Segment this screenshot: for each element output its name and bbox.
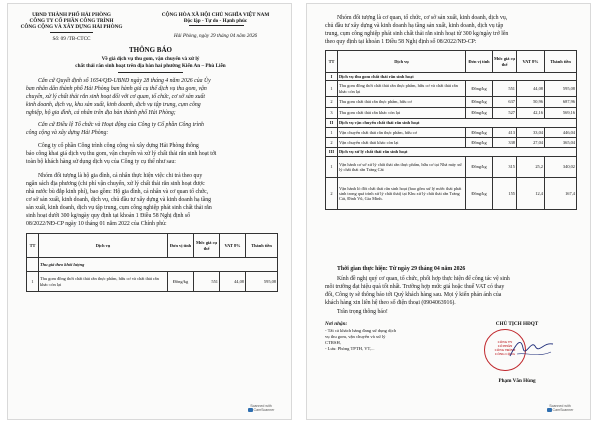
document-page-2	[306, 3, 591, 420]
table-section-row	[326, 148, 577, 157]
body-line: Công ty cổ phần Công trình công cộng và xây dựng Hải Phòng thông	[38, 143, 199, 149]
basis-line: Căn cứ Quyết định số 1654/QĐ-UBND ngày 28 tháng 4 năm 2026 của Ủy	[38, 78, 211, 84]
body-line: sinh hoạt dưới 300 kg/ngày quy định tại khoản 1 Điều 58 Nghị định số	[26, 213, 190, 219]
basis-line: kinh doanh, dịch vụ, khu sản xuất, kinh doanh, dịch vụ tập trung, cụm công	[26, 102, 201, 108]
cell-service: Vận hành cơ sở xử lý chất thải rắn thực phẩm, hữu cơ tại Nhà máy xử lý chất thải rắn Tràng Cát	[338, 157, 466, 178]
cell-price: 315	[493, 157, 517, 178]
cell-total: 687,96	[545, 97, 577, 108]
cell-total: 595,08	[246, 272, 278, 292]
cell-service: Vận hành lò đốt chất thải rắn sinh hoạt (bao gồm xử lý nước thải phát sinh trong quá trình xử lý chất thải) tại Khu xử lý chất thải rắn Tràng Cát, Đình Vũ, Gia Minh.	[338, 178, 466, 210]
camscanner-icon	[547, 408, 552, 412]
table-row	[326, 128, 577, 138]
column-header: Thành tiền	[246, 234, 278, 258]
org-line-1: UBND THÀNH PHỐ HẢI PHÒNG	[32, 12, 111, 18]
body-line: trung, cụm công nghiệp phát sinh chất thải rắn sinh hoạt từ 300 kg/ngày trở lên	[325, 31, 509, 37]
cell-total: 340,02	[545, 157, 577, 178]
cell-service: Thu gom chất thải rắn thực phẩm, hữu cơ	[338, 97, 466, 108]
cell-unit: Đồng/kg	[466, 97, 493, 108]
cell-tt: 2	[326, 178, 338, 210]
place-date: Hải Phòng, ngày 29 tháng 04 năm 2026	[173, 33, 258, 39]
column-header: Dịch vụ	[39, 234, 168, 258]
column-header: Đơn vị tính	[168, 234, 194, 258]
cell-tt: 1	[326, 81, 338, 97]
org-line-3: CÔNG CỘNG VÀ XÂY DỰNG HẢI PHÒNG	[20, 24, 123, 30]
recipient-line: - Lưu: Phòng TPTH, VT,...	[325, 346, 375, 351]
basis-line: ban nhân dân thành phố Hải Phòng ban hành giá cụ thể dịch vụ thu gom, vận	[26, 86, 207, 92]
cell-tt: 3	[326, 108, 338, 119]
cell-price: 551	[493, 81, 517, 97]
table-row	[27, 272, 278, 292]
cell-vat: 33,04	[517, 128, 545, 138]
cell-unit: Đồng/kg	[466, 81, 493, 97]
cell-tt: 2	[326, 138, 338, 148]
cell-vat: 42,16	[517, 108, 545, 119]
watermark-line: CamScanner	[253, 408, 275, 412]
body-line: Kính đề nghị quý cơ quan, tổ chức, phối hợp thực hiện để công tác vệ sinh	[337, 276, 510, 282]
section-title: Dịch vụ vận chuyển chất thải rắn sinh hoạt	[338, 119, 577, 128]
table-section-row	[326, 73, 577, 81]
basis-line: nghiệp, hộ gia đình, cá nhân trên địa bàn thành phố Hải Phòng;	[26, 110, 176, 116]
table-row	[326, 97, 577, 108]
cell-price: 527	[493, 108, 517, 119]
cell-service: Thu gom đồng thời chất thải rắn thực phẩm, hữu cơ và chất thải rắn khác còn lại	[338, 81, 466, 97]
cell-tt: 2	[326, 97, 338, 108]
cell-price: 637	[493, 97, 517, 108]
section-label: I	[326, 73, 338, 81]
regards: Trân trọng thông báo!	[337, 309, 388, 315]
document-page-1	[7, 3, 292, 420]
cell-tt: 1	[27, 272, 39, 292]
body-line: sản xuất, kinh doanh, dịch vụ tập trung, cụm công nghiệp phát sinh chất thải rắn	[26, 205, 212, 211]
column-header: Đơn vị tính	[466, 51, 493, 73]
section-title: Dịch vụ thu gom chất thải rắn sinh hoạt	[338, 73, 577, 81]
recipient-line: - Tất cả khách hàng đang sử dụng dịch	[325, 328, 397, 333]
cell-price: 338	[493, 138, 517, 148]
section-label: III	[326, 148, 338, 157]
body-line: môi trường đạt hiệu quả tốt nhất. Trường hợp mức giá hoặc thuế VAT có thay	[325, 284, 505, 290]
document-title: THÔNG BÁO	[129, 46, 172, 54]
cell-vat: 12,4	[517, 178, 545, 210]
column-header: TT	[27, 234, 39, 258]
seal-text: CÔNG TY	[497, 340, 513, 344]
cell-total: 569,16	[545, 108, 577, 119]
seal-text: CÔNG CỘNG	[495, 352, 515, 356]
column-header: Mức giá cụ thể	[493, 51, 517, 73]
divider	[189, 25, 244, 26]
table-row	[326, 138, 577, 148]
body-line: đổi, Công ty sẽ thông báo tới Quý khách hàng sau. Mọi ý kiến phản ánh của	[325, 292, 502, 298]
watermark-line: Scanned with	[549, 404, 571, 408]
country-name: CỘNG HÒA XÃ HỘI CHỦ NGHĨA VIỆT NAM	[161, 12, 270, 18]
watermark-line: Scanned with	[250, 404, 272, 408]
document-number: Số: 09 /TB-CTCC	[52, 36, 91, 42]
cell-unit: Đồng/kg	[466, 108, 493, 119]
cell-total: 365,04	[545, 138, 577, 148]
signer-name: Phạm Văn Hùng	[498, 378, 536, 384]
table-header-row	[27, 234, 278, 258]
watermark-line: CamScanner	[552, 408, 574, 412]
signer-title: CHỦ TỊCH HĐQT	[495, 321, 539, 327]
basis-line: công cộng và xây dựng Hải Phòng:	[26, 130, 109, 136]
cell-unit: Đồng/kg	[466, 138, 493, 148]
cell-price: 155	[493, 178, 517, 210]
document-subtitle-2: chất thải rắn sinh hoạt trên địa bàn hai phường Kiến An – Phù Liễn	[75, 63, 226, 69]
column-header: VAT 8%	[220, 234, 246, 258]
recipient-line: vụ thu gom, vận chuyển và xử lý	[325, 334, 386, 339]
org-line-2: CÔNG TY CỔ PHẦN CÔNG TRÌNH	[29, 18, 114, 24]
motto: Độc lập - Tự do - Hạnh phúc	[183, 18, 248, 24]
cell-service: Vận chuyển chất thải khác còn lại	[338, 138, 466, 148]
cell-unit: Đồng/kg	[168, 272, 194, 292]
camscanner-watermark	[535, 404, 585, 412]
section-title: Thu giá theo khối lượng	[39, 258, 278, 272]
cell-tt: 1	[326, 128, 338, 138]
cell-unit: Đồng/kg	[466, 178, 493, 210]
body-line: khách hàng xin liên hệ theo số điện thoại (0904063916).	[325, 300, 456, 306]
body-line: 08/2022/NĐ-CP ngày 10 tháng 01 năm 2022 của Chính phủ:	[26, 221, 167, 227]
body-line: cơ sở sản xuất, kinh doanh, dịch vụ, chủ đầu tư xây dựng và kinh doanh hạ tầng	[26, 197, 211, 203]
column-header: VAT 8%	[517, 51, 545, 73]
table-row	[326, 81, 577, 97]
cell-service: Thu gom chất thải rắn khác còn lại	[338, 108, 466, 119]
cell-unit: Đồng/kg	[466, 157, 493, 178]
column-header: TT	[326, 51, 338, 73]
table-row	[326, 108, 577, 119]
cell-service: Thu gom đồng thời chất thải rắn thực phẩm, hữu cơ và chất thải rắn khác còn lại	[39, 272, 168, 292]
price-table	[325, 50, 577, 210]
effective-date: Thời gian thực hiện: Từ ngày 29 tháng 04 năm 2026	[337, 266, 466, 272]
signature	[507, 334, 557, 364]
table-section-row	[326, 119, 577, 128]
body-line: chủ đầu tư xây dựng và kinh doanh hạ tầng sản xuất, kinh doanh, dịch vụ tập	[325, 23, 504, 29]
basis-line: Căn cứ Điều lệ Tổ chức và Hoạt động của Công ty Cổ phần Công trình	[38, 122, 204, 128]
price-table	[26, 233, 278, 292]
cell-total: 167,4	[545, 178, 577, 210]
section-label: II	[326, 119, 338, 128]
cell-vat: 44,08	[220, 272, 246, 292]
body-line: Nhóm đối tượng là cơ quan, tổ chức, cơ sở sản xuất, kinh doanh, dịch vụ,	[337, 15, 508, 21]
column-header: Dịch vụ	[338, 51, 466, 73]
column-header: Mức giá cụ thể	[194, 234, 220, 258]
body-line: Nhóm đối tượng là hộ gia đình, cá nhân thực hiện việc chi trả theo quy	[38, 173, 203, 179]
cell-service: Vận chuyển chất thải rắn thực phẩm, hữu cơ	[338, 128, 466, 138]
document-subtitle-1: Về giá dịch vụ thu gom, vận chuyển và xử lý	[101, 56, 200, 62]
divider	[50, 32, 93, 33]
recipients-label: Nơi nhận:	[325, 321, 348, 327]
cell-vat: 25,2	[517, 157, 545, 178]
table-header-row	[326, 51, 577, 73]
cell-total: 595,08	[545, 81, 577, 97]
cell-total: 446,04	[545, 128, 577, 138]
column-header: Thành tiền	[545, 51, 577, 73]
recipient-line: CTRSH,	[325, 340, 341, 345]
cell-price: 413	[493, 128, 517, 138]
cell-unit: Đồng/kg	[466, 128, 493, 138]
divider	[118, 72, 183, 73]
cell-vat: 27,04	[517, 138, 545, 148]
table-row	[326, 178, 577, 210]
camscanner-watermark	[236, 404, 286, 412]
cell-vat: 44,08	[517, 81, 545, 97]
body-line: toàn bộ khách hàng sử dụng dịch vụ của Công ty cụ thể như sau:	[26, 159, 176, 165]
cell-tt: 1	[326, 157, 338, 178]
cell-vat: 50,96	[517, 97, 545, 108]
camscanner-icon	[248, 408, 253, 412]
body-line: theo quy định tại khoản 1 Điều 58 Nghị định số 08/2022/NĐ-CP:	[325, 39, 477, 45]
cell-price: 551	[194, 272, 220, 292]
body-line: nhà nước bù đắp kinh phí), bao gồm: Hộ gia đình, cá nhân và cơ quan tổ chức,	[26, 189, 209, 195]
section-title: Dịch vụ xử lý chất thải rắn sinh hoạt	[338, 148, 577, 157]
table-row	[326, 157, 577, 178]
seal-text: CÔNG TRÌNH	[494, 348, 516, 352]
seal-text: CỔ PHẦN	[497, 344, 513, 348]
body-line: ngân sách địa phương (chi phí vận chuyển, xử lý chất thải rắn sinh hoạt được	[26, 181, 205, 187]
table-section-row	[27, 258, 278, 272]
basis-line: chuyển, xử lý chất thải rắn sinh hoạt đối với cơ quan, tổ chức, cơ sở sản xuất	[26, 94, 206, 100]
body-line: báo công khai giá dịch vụ thu gom, vận chuyển và xử lý chất thải rắn sinh hoạt tới	[26, 151, 217, 157]
